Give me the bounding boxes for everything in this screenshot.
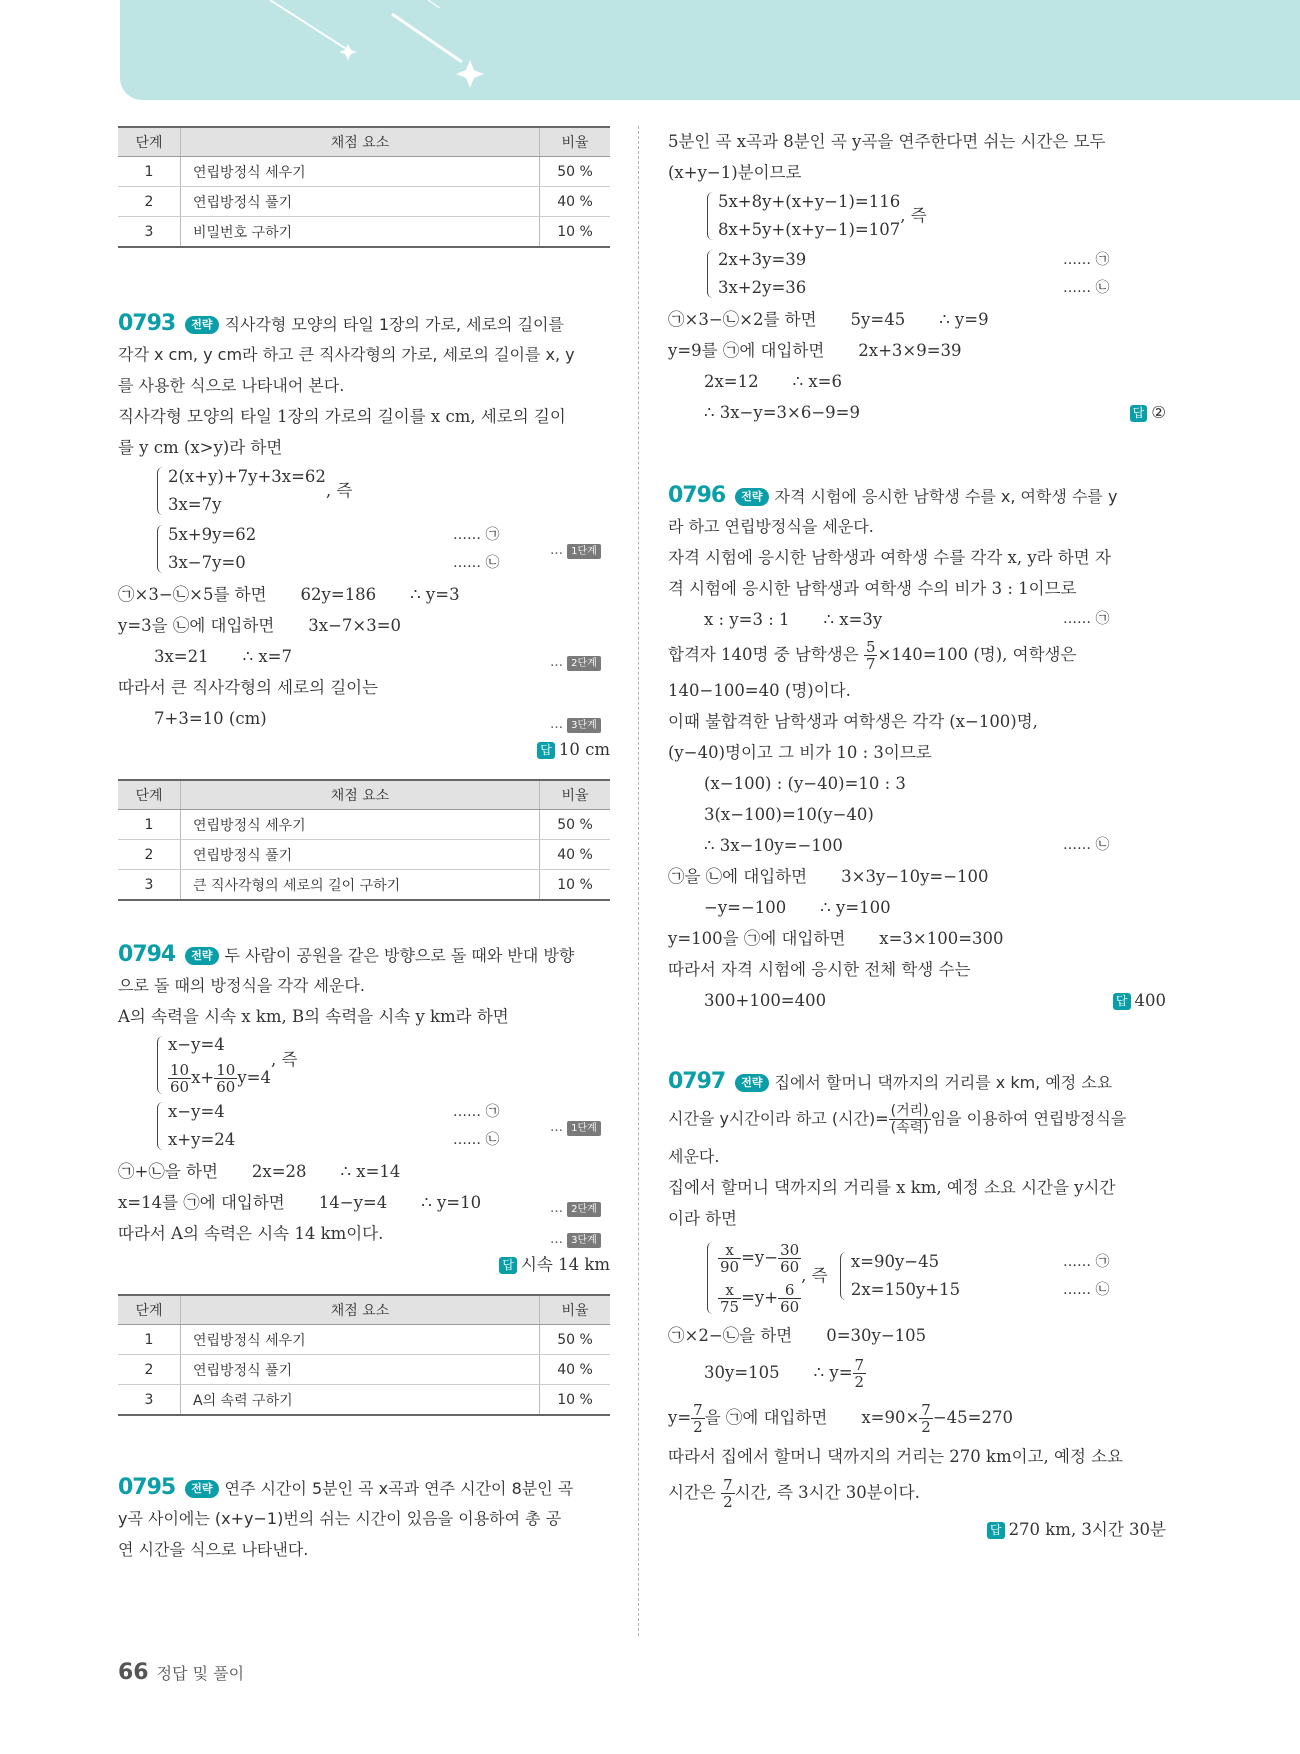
solution-line: (x−100) : (y−40)=10 : 3: [704, 774, 906, 793]
cell-step: 2: [118, 1355, 181, 1385]
table-row: [118, 217, 610, 248]
cell-ratio: 50 %: [540, 1325, 611, 1355]
cell-criteria: 연립방정식 풀기: [181, 840, 540, 870]
solution-line: 140−100=40 (명)이다.: [668, 681, 851, 700]
problem-number: 0795: [118, 1475, 176, 1500]
problem-0795-strategy: [118, 1472, 610, 1565]
answer-line: [1130, 397, 1166, 428]
step-marker-3: … 3단계: [550, 709, 601, 740]
answer-line: [118, 734, 610, 765]
solution-line: 이때 불합격한 남학생과 여학생은 각각 (x−100)명,: [668, 712, 1038, 731]
equation-mark-2: …… ㉡: [453, 1132, 500, 1148]
table-row: [118, 1385, 610, 1416]
answer-badge: 답: [499, 1257, 517, 1274]
header-step: 단계: [118, 127, 181, 157]
table-row: [118, 187, 610, 217]
solution-line: y= $\frac{7}{2}$ 을 ㉠에 대입하면 x=90× $\frac{7}{2}$ −45=270: [668, 1401, 1013, 1436]
strategy-badge: 전략: [185, 947, 218, 965]
header-step: 단계: [118, 1295, 181, 1325]
strategy-text: 두 사람이 공원을 같은 방향으로 돌 때와 반대 방향: [224, 946, 575, 965]
solution-line: ㉠을 ㉡에 대입하면 3×3y−10y=−100: [668, 867, 989, 886]
cell-criteria: 비밀번호 구하기: [181, 217, 540, 248]
strategy-text: 를 사용한 식으로 나타내어 본다.: [118, 376, 345, 395]
cell-step: 2: [118, 187, 181, 217]
right-column: [668, 126, 1166, 1545]
cell-ratio: 50 %: [540, 157, 611, 187]
solution-line: ∴ 3x−y=3×6−9=9 답 ②: [668, 397, 1166, 428]
solution-line: A의 속력을 시속 x km, B의 속력을 시속 y km라 하면: [118, 1007, 509, 1026]
header-step: 단계: [118, 780, 181, 810]
header-ratio: 비율: [540, 780, 611, 810]
solution-line: ㉠×2−㉡을 하면 0=30y−105: [668, 1326, 927, 1345]
strategy-text: 으로 돌 때의 방정식을 각각 세운다.: [118, 976, 365, 995]
strategy-text: 각각 x cm, y cm라 하고 큰 직사각형의 가로, 세로의 길이를 x, y: [118, 345, 575, 364]
table-header-row: [118, 1295, 610, 1325]
solution-line: 합격자 140명 중 남학생은 $\frac{5}{7}$ ×140=100 (명), 여학생은: [668, 638, 1077, 673]
header-band: [120, 0, 1300, 100]
solution-line: 직사각형 모양의 타일 1장의 가로의 길이를 x cm, 세로의 길이: [118, 407, 566, 426]
cell-step: 1: [118, 810, 181, 840]
solution-line: ∴ 3x−10y=−100 …… ㉡: [704, 836, 1110, 855]
cell-ratio: 10 %: [540, 1385, 611, 1416]
equation-system: 5x+9y=62 3x−7y=0 …… ㉠ …… ㉡ … 1단계: [118, 521, 610, 579]
table-header-row: [118, 780, 610, 810]
cell-criteria: 연립방정식 풀기: [181, 1355, 540, 1385]
grading-table-0792: [118, 126, 610, 248]
problem-0796: [668, 480, 1166, 1016]
strategy-text: y곡 사이에는 (x+y−1)번의 쉬는 시간이 있음을 이용하여 총 공: [118, 1509, 562, 1528]
problem-0795-solution: [668, 126, 1166, 428]
answer-value: 400: [1134, 991, 1166, 1010]
strategy-badge: 전략: [735, 1074, 768, 1092]
problem-number: 0797: [668, 1069, 726, 1094]
solution-line: 따라서 집에서 할머니 댁까지의 거리는 270 km이고, 예정 소요: [668, 1447, 1123, 1466]
table-row: [118, 840, 610, 870]
grading-table-0793: [118, 779, 610, 901]
answer-badge: 답: [1113, 993, 1131, 1010]
answer-value: 10 cm: [558, 740, 610, 759]
header-ratio: 비율: [540, 1295, 611, 1325]
cell-step: 1: [118, 1325, 181, 1355]
answer-line: [118, 1249, 610, 1280]
cell-step: 2: [118, 840, 181, 870]
equation-mark-1: …… ㉠: [1063, 1254, 1110, 1270]
cell-criteria: 연립방정식 세우기: [181, 1325, 540, 1355]
cell-step: 3: [118, 217, 181, 248]
equation-system: x−y=4 x+y=24 …… ㉠ …… ㉡ … 1단계: [118, 1098, 610, 1156]
solution-line: 3(x−100)=10(y−40): [704, 805, 874, 824]
problem-0794: [118, 939, 610, 1280]
solution-line: ㉠+㉡을 하면 2x=28 ∴ x=14: [118, 1162, 401, 1181]
cell-step: 3: [118, 870, 181, 901]
answer-value: 270 km, 3시간 30분: [1008, 1520, 1166, 1539]
grading-table-0794: [118, 1294, 610, 1416]
strategy-text: 자격 시험에 응시한 남학생 수를 x, 여학생 수를 y: [774, 487, 1118, 506]
cell-ratio: 50 %: [540, 810, 611, 840]
table-row: [118, 157, 610, 187]
solution-line: 30y=105 ∴ y= $\frac{7}{2}$: [704, 1356, 865, 1391]
solution-line: 300+100=400 답 400: [668, 985, 1166, 1016]
strategy-text: 집에서 할머니 댁까지의 거리를 x km, 예정 소요: [774, 1073, 1113, 1092]
strategy-badge: 전략: [185, 316, 218, 334]
table-row: [118, 1325, 610, 1355]
solution-line: x=14를 ㉠에 대입하면 14−y=4 ∴ y=10 … 2단계: [118, 1187, 610, 1218]
header-criteria: 채점 요소: [181, 127, 540, 157]
strategy-text: 연 시간을 식으로 나타낸다.: [118, 1540, 309, 1559]
solution-line: 따라서 자격 시험에 응시한 전체 학생 수는: [668, 960, 971, 979]
solution-line: ㉠×3−㉡×2를 하면 5y=45 ∴ y=9: [668, 310, 989, 329]
solution-line: 이라 하면: [668, 1209, 738, 1228]
cell-ratio: 40 %: [540, 187, 611, 217]
problem-0797: [668, 1066, 1166, 1545]
solution-line: 시간은 $\frac{7}{2}$ 시간, 즉 3시간 30분이다.: [668, 1476, 920, 1511]
header-criteria: 채점 요소: [181, 780, 540, 810]
cell-step: 1: [118, 157, 181, 187]
solution-line: ㉠×3−㉡×5를 하면 62y=186 ∴ y=3: [118, 585, 460, 604]
cell-ratio: 10 %: [540, 870, 611, 901]
step-marker-2: … 2단계: [550, 1193, 601, 1224]
strategy-badge: 전략: [735, 488, 768, 506]
equation-mark-2: …… ㉡: [453, 555, 500, 571]
answer-line: [668, 1514, 1166, 1545]
answer-value: ②: [1151, 403, 1166, 422]
equation-system: 2(x+y)+7y+3x=62 3x=7y , 즉: [118, 463, 610, 521]
equation-mark-2: …… ㉡: [1063, 280, 1110, 296]
table-row: [118, 810, 610, 840]
solution-line: y=100을 ㉠에 대입하면 x=3×100=300: [668, 929, 1004, 948]
solution-line: x : y=3 : 1 ∴ x=3y …… ㉠: [704, 610, 1110, 629]
page-number: 66: [118, 1660, 149, 1685]
strategy-text: 세운다.: [668, 1147, 720, 1166]
header-ratio: 비율: [540, 127, 611, 157]
answer-value: 시속 14 km: [520, 1255, 610, 1274]
strategy-text: 시간을 y시간이라 하고 (시간)= $\frac{\text{(거리)}}{\text{(속력)}}$ 임을 이용하여 연립방정식을: [668, 1103, 1127, 1136]
page-footer: [118, 1660, 244, 1685]
strategy-badge: 전략: [185, 1480, 218, 1498]
answer-line: [1113, 985, 1166, 1016]
solution-line: 자격 시험에 응시한 남학생과 여학생 수를 각각 x, y라 하면 자: [668, 548, 1111, 567]
problem-0793: [118, 308, 610, 765]
solution-line: (y−40)명이고 그 비가 10 : 3이므로: [668, 743, 932, 762]
equation-mark-1: …… ㉠: [453, 527, 500, 543]
problem-number: 0794: [118, 942, 176, 967]
cell-criteria: 연립방정식 세우기: [181, 157, 540, 187]
problem-number: 0793: [118, 311, 176, 336]
solution-line: 3x=21 ∴ x=7 … 2단계: [118, 641, 610, 672]
answer-badge: 답: [537, 742, 555, 759]
equation-system: 5x+8y+(x+y−1)=116 8x+5y+(x+y−1)=107 , 즉: [668, 188, 1166, 246]
solution-line: 집에서 할머니 댁까지의 거리를 x km, 예정 소요 시간을 y시간: [668, 1178, 1116, 1197]
equation-system: x−y=4 $\frac{10}{60}$ x+ $\frac{10}{60}$ y=4 , 즉: [118, 1032, 610, 1098]
cell-criteria: 큰 직사각형의 세로의 길이 구하기: [181, 870, 540, 901]
cell-ratio: 40 %: [540, 840, 611, 870]
problem-number: 0796: [668, 483, 726, 508]
solution-line: −y=−100 ∴ y=100: [704, 898, 891, 917]
solution-line: y=3을 ㉡에 대입하면 3x−7×3=0: [118, 616, 402, 635]
answer-badge: 답: [1130, 405, 1148, 422]
solution-line: 따라서 A의 속력은 시속 14 km이다. … 3단계: [118, 1218, 610, 1249]
strategy-text: 라 하고 연립방정식을 세운다.: [668, 517, 874, 536]
table-header-row: [118, 127, 610, 157]
solution-line: 를 y cm (x>y)라 하면: [118, 438, 283, 457]
step-marker-1: … 1단계: [550, 535, 601, 566]
footer-label: 정답 및 풀이: [156, 1664, 245, 1683]
answer-badge: 답: [987, 1522, 1005, 1539]
cell-criteria: A의 속력 구하기: [181, 1385, 540, 1416]
cell-step: 3: [118, 1385, 181, 1416]
strategy-text: 직사각형 모양의 타일 1장의 가로, 세로의 길이를: [224, 315, 564, 334]
cell-criteria: 연립방정식 세우기: [181, 810, 540, 840]
equation-system: 2x+3y=39 3x+2y=36 …… ㉠ …… ㉡: [668, 246, 1166, 304]
solution-line: 5분인 곡 x곡과 8분인 곡 y곡을 연주한다면 쉬는 시간은 모두: [668, 132, 1106, 151]
column-divider: [638, 126, 639, 1636]
shooting-star-decoration: [170, 0, 590, 100]
equation-mark-1: …… ㉠: [453, 1104, 500, 1120]
cell-ratio: 10 %: [540, 217, 611, 248]
cell-criteria: 연립방정식 풀기: [181, 187, 540, 217]
cell-ratio: 40 %: [540, 1355, 611, 1385]
equation-system: $\frac{x}{90}$ =y− $\frac{30}{60}$ $\frac{x}{75}$ =y+ $\frac{6}{60}$ , 즉 x=90y−45 2x=150y+15 …… ㉠ …… ㉡: [668, 1234, 1166, 1320]
equation-mark-2: …… ㉡: [1063, 1282, 1110, 1298]
solution-line: 2x=12 ∴ x=6: [704, 372, 842, 391]
step-marker-3: … 3단계: [550, 1224, 601, 1255]
solution-line: 격 시험에 응시한 남학생과 여학생 수의 비가 3 : 1이므로: [668, 579, 1077, 598]
equation-mark-1: …… ㉠: [1063, 252, 1110, 268]
table-row: [118, 870, 610, 901]
strategy-text: 연주 시간이 5분인 곡 x곡과 연주 시간이 8분인 곡: [224, 1479, 574, 1498]
table-row: [118, 1355, 610, 1385]
solution-line: 따라서 큰 직사각형의 세로의 길이는: [118, 678, 379, 697]
step-marker-2: … 2단계: [550, 647, 601, 678]
left-column: [118, 126, 610, 1565]
solution-line: (x+y−1)분이므로: [668, 163, 802, 182]
header-criteria: 채점 요소: [181, 1295, 540, 1325]
solution-line: 7+3=10 (cm) … 3단계: [118, 703, 610, 734]
step-marker-1: … 1단계: [550, 1112, 601, 1143]
solution-line: y=9를 ㉠에 대입하면 2x+3×9=39: [668, 341, 962, 360]
